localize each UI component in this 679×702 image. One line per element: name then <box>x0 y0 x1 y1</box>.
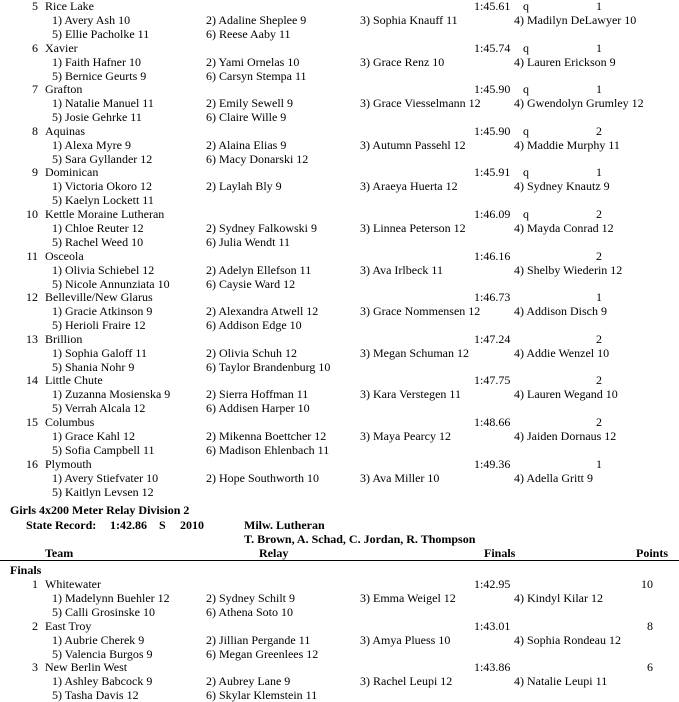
swimmer-leg: 5) Verrah Alcala 12 <box>52 401 146 416</box>
qualifier-mark: q <box>523 40 529 55</box>
swimmer-leg: 6) Claire Wille 9 <box>206 110 287 125</box>
swimmer-leg: 2) Laylah Bly 9 <box>206 179 282 194</box>
finals-time: 1:43.01 <box>474 618 511 633</box>
team-name: Little Chute <box>45 373 103 388</box>
swimmer-leg: 2) Sierra Hoffman 11 <box>206 387 309 402</box>
swimmer-leg: 1) Olivia Schiebel 12 <box>52 262 155 277</box>
swimmer-leg: 4) Madilyn DeLawyer 10 <box>514 13 637 27</box>
heat-number: 2 <box>596 123 602 138</box>
swimmer-leg: 5) Sofia Campbell 11 <box>52 443 155 457</box>
finals-time: 1:45.90 <box>474 123 511 138</box>
team-name: Grafton <box>45 82 83 97</box>
column-header-finals: Finals <box>484 546 516 560</box>
finals-time: 1:45.90 <box>474 82 511 97</box>
swimmer-leg: 1) Madelynn Buehler 12 <box>52 591 170 605</box>
swimmer-leg: 4) Lauren Wegand 10 <box>514 387 618 402</box>
heat-number: 1 <box>596 40 602 55</box>
swimmer-leg: 4) Addison Disch 9 <box>514 304 607 319</box>
finals-time: 1:45.61 <box>474 0 511 13</box>
swimmer-leg: 1) Natalie Manuel 11 <box>52 96 154 111</box>
finals-time: 1:45.74 <box>474 40 511 55</box>
swimmer-leg: 1) Alexa Myre 9 <box>52 137 131 152</box>
swimmer-leg: 2) Aubrey Lane 9 <box>206 674 291 688</box>
swimmer-leg: 3) Rachel Leupi 12 <box>360 674 453 688</box>
place-number: 16 <box>26 456 38 471</box>
swimmer-leg: 2) Yami Ornelas 10 <box>206 54 300 69</box>
swimmer-leg: 6) Skylar Klemstein 11 <box>206 688 318 702</box>
finals-section-label: Finals <box>10 563 42 577</box>
swimmer-leg: 4) Natalie Leupi 11 <box>514 674 608 688</box>
points-value: 8 <box>647 618 653 633</box>
state-record-year: 2010 <box>180 518 204 532</box>
swimmer-leg: 3) Emma Weigel 12 <box>360 591 456 605</box>
finals-time: 1:46.16 <box>474 248 511 263</box>
column-header-team: Team <box>45 546 74 560</box>
swimmer-leg: 4) Adella Gritt 9 <box>514 470 593 485</box>
swimmer-leg: 4) Addie Wenzel 10 <box>514 345 610 360</box>
swimmer-leg: 2) Adelyn Ellefson 11 <box>206 262 312 277</box>
column-header-relay: Relay <box>259 546 289 560</box>
qualifier-mark: q <box>523 0 529 13</box>
swimmer-leg: 2) Jillian Pergande 11 <box>206 632 311 647</box>
swimmer-leg: 5) Josie Gehrke 11 <box>52 110 142 125</box>
swimmer-leg: 6) Addisen Harper 10 <box>206 401 310 416</box>
swimmer-leg: 2) Emily Sewell 9 <box>206 96 293 111</box>
team-name: Rice Lake <box>45 0 94 13</box>
swimmer-leg: 3) Maya Pearcy 12 <box>360 429 451 443</box>
swimmer-leg: 3) Amya Pluess 10 <box>360 632 451 647</box>
swimmer-leg: 3) Grace Renz 10 <box>360 54 445 69</box>
team-name: Osceola <box>45 248 84 263</box>
state-record-flag: S <box>159 518 166 532</box>
swimmer-leg: 2) Mikenna Boettcher 12 <box>206 429 327 443</box>
state-record-label: State Record: <box>26 518 97 532</box>
swimmer-leg: 6) Taylor Brandenburg 10 <box>206 359 331 374</box>
swimmer-leg: 1) Zuzanna Mosienska 9 <box>52 387 171 402</box>
swimmer-leg: 5) Sara Gyllander 12 <box>52 151 153 166</box>
swimmer-leg: 2) Sydney Falkowski 9 <box>206 221 317 235</box>
column-header-points: Points <box>636 546 669 560</box>
team-name: Belleville/New Glarus <box>45 290 153 305</box>
swimmer-leg: 6) Addison Edge 10 <box>206 318 302 333</box>
swimmer-leg: 4) Sydney Knautz 9 <box>514 179 610 194</box>
swimmer-leg: 1) Aubrie Cherek 9 <box>52 632 145 647</box>
swimmer-leg: 1) Chloe Reuter 12 <box>52 221 144 235</box>
team-name: Aquinas <box>45 123 85 138</box>
place-number: 5 <box>32 0 38 13</box>
swimmer-leg: 3) Ava Irlbeck 11 <box>360 262 443 277</box>
swimmer-leg: 2) Olivia Schuh 12 <box>206 345 297 360</box>
swimmer-leg: 5) Kaitlyn Levsen 12 <box>52 484 154 499</box>
swimmer-leg: 6) Athena Soto 10 <box>206 605 293 619</box>
place-number: 3 <box>32 660 38 674</box>
heat-number: 2 <box>596 248 602 263</box>
swimmer-leg: 3) Ava Miller 10 <box>360 470 440 485</box>
event-title: Girls 4x200 Meter Relay Division 2 <box>10 503 190 517</box>
qualifier-mark: q <box>523 123 529 138</box>
place-number: 8 <box>32 123 38 138</box>
place-number: 9 <box>32 165 38 180</box>
finals-time: 1:42.95 <box>474 577 511 591</box>
team-name: Columbus <box>45 415 95 429</box>
swimmer-leg: 3) Araeya Huerta 12 <box>360 179 458 194</box>
qualifier-mark: q <box>523 82 529 97</box>
swimmer-leg: 5) Valencia Burgos 9 <box>52 646 153 661</box>
finals-time: 1:45.91 <box>474 165 511 180</box>
swimmer-leg: 4) Maddie Murphy 11 <box>514 137 620 152</box>
swimmer-leg: 3) Grace Viesselmann 12 <box>360 96 481 111</box>
swimmer-leg: 5) Bernice Geurts 9 <box>52 68 147 83</box>
place-number: 2 <box>32 618 38 633</box>
place-number: 15 <box>26 415 38 429</box>
heat-number: 2 <box>596 207 602 221</box>
heat-number: 1 <box>596 456 602 471</box>
place-number: 11 <box>26 248 38 263</box>
swimmer-leg: 3) Grace Nommensen 12 <box>360 304 481 319</box>
finals-time: 1:47.75 <box>474 373 511 388</box>
swimmer-leg: 5) Calli Grosinske 10 <box>52 605 155 619</box>
swimmer-leg: 6) Julia Wendt 11 <box>206 235 291 249</box>
swimmer-leg: 4) Mayda Conrad 12 <box>514 221 614 235</box>
team-name: Xavier <box>45 40 78 55</box>
swimmer-leg: 4) Kindyl Kilar 12 <box>514 591 603 605</box>
heat-number: 2 <box>596 373 602 388</box>
swimmer-leg: 5) Rachel Weed 10 <box>52 235 144 249</box>
points-value: 10 <box>641 577 653 591</box>
place-number: 1 <box>32 577 38 591</box>
place-number: 14 <box>26 373 38 388</box>
heat-number: 1 <box>596 82 602 97</box>
finals-time: 1:47.24 <box>474 331 511 346</box>
swimmer-leg: 1) Avery Stiefvater 10 <box>52 470 159 485</box>
team-name: New Berlin West <box>45 660 128 674</box>
team-name: Kettle Moraine Lutheran <box>45 207 165 221</box>
swimmer-leg: 4) Jaiden Dornaus 12 <box>514 429 617 443</box>
swimmer-leg: 1) Ashley Babcock 9 <box>52 674 153 688</box>
swimmer-leg: 5) Tasha Davis 12 <box>52 688 139 702</box>
swimmer-leg: 5) Nicole Annunziata 10 <box>52 276 170 291</box>
swimmer-leg: 6) Madison Ehlenbach 11 <box>206 443 330 457</box>
points-value: 6 <box>647 660 653 674</box>
state-record-time: 1:42.86 <box>110 518 147 532</box>
swimmer-leg: 3) Autumn Passehl 12 <box>360 137 466 152</box>
swimmer-leg: 5) Ellie Pacholke 11 <box>52 27 150 41</box>
place-number: 7 <box>32 82 38 97</box>
finals-time: 1:46.73 <box>474 290 511 305</box>
team-name: East Troy <box>45 618 92 633</box>
finals-time: 1:48.66 <box>474 415 511 429</box>
place-number: 13 <box>26 331 38 346</box>
place-number: 12 <box>26 290 38 305</box>
swimmer-leg: 1) Victoria Okoro 12 <box>52 179 153 194</box>
heat-number: 2 <box>596 331 602 346</box>
swimmer-leg: 1) Gracie Atkinson 9 <box>52 304 153 319</box>
swimmer-leg: 1) Faith Hafner 10 <box>52 54 141 69</box>
swimmer-leg: 2) Adaline Sheplee 9 <box>206 13 307 27</box>
swimmer-leg: 3) Megan Schuman 12 <box>360 345 469 360</box>
place-number: 6 <box>32 40 38 55</box>
swimmer-leg: 3) Kara Verstegen 11 <box>360 387 461 402</box>
swimmer-leg: 2) Hope Southworth 10 <box>206 470 319 485</box>
qualifier-mark: q <box>523 165 529 180</box>
swimmer-leg: 4) Sophia Rondeau 12 <box>514 632 621 647</box>
swimmer-leg: 6) Megan Greenlees 12 <box>206 646 319 661</box>
state-record-team: Milw. Lutheran <box>244 518 325 532</box>
swimmer-leg: 5) Shania Nohr 9 <box>52 359 135 374</box>
swimmer-leg: 2) Alaina Elias 9 <box>206 137 287 152</box>
heat-number: 1 <box>596 290 602 305</box>
swimmer-leg: 2) Sydney Schilt 9 <box>206 591 295 605</box>
team-name: Plymouth <box>45 456 92 471</box>
state-record-swimmers: T. Brown, A. Schad, C. Jordan, R. Thompson <box>244 532 476 546</box>
swimmer-leg: 4) Gwendolyn Grumley 12 <box>514 96 644 111</box>
swimmer-leg: 6) Carsyn Stempa 11 <box>206 68 307 83</box>
swimmer-leg: 6) Reese Aaby 11 <box>206 27 291 41</box>
heat-number: 1 <box>596 165 602 180</box>
finals-time: 1:46.09 <box>474 207 511 221</box>
swimmer-leg: 6) Caysie Ward 12 <box>206 276 296 291</box>
team-name: Whitewater <box>45 577 101 591</box>
place-number: 10 <box>26 207 38 221</box>
swimmer-leg: 6) Macy Donarski 12 <box>206 151 309 166</box>
qualifier-mark: q <box>523 207 529 221</box>
swimmer-leg: 5) Herioli Fraire 12 <box>52 318 146 333</box>
heat-number: 1 <box>596 0 602 13</box>
swimmer-leg: 5) Kaelyn Lockett 11 <box>52 193 154 208</box>
swimmer-leg: 3) Sophia Knauff 11 <box>360 13 458 27</box>
finals-time: 1:43.86 <box>474 660 511 674</box>
swimmer-leg: 2) Alexandra Atwell 12 <box>206 304 319 319</box>
team-name: Brillion <box>45 331 83 346</box>
team-name: Dominican <box>45 165 99 180</box>
swimmer-leg: 1) Grace Kahl 12 <box>52 429 135 443</box>
finals-time: 1:49.36 <box>474 456 511 471</box>
header-rule <box>0 560 679 561</box>
swimmer-leg: 1) Sophia Galoff 11 <box>52 345 147 360</box>
swimmer-leg: 3) Linnea Peterson 12 <box>360 221 466 235</box>
heat-number: 2 <box>596 415 602 429</box>
swimmer-leg: 4) Shelby Wiederin 12 <box>514 262 623 277</box>
swimmer-leg: 4) Lauren Erickson 9 <box>514 54 616 69</box>
swimmer-leg: 1) Avery Ash 10 <box>52 13 131 27</box>
